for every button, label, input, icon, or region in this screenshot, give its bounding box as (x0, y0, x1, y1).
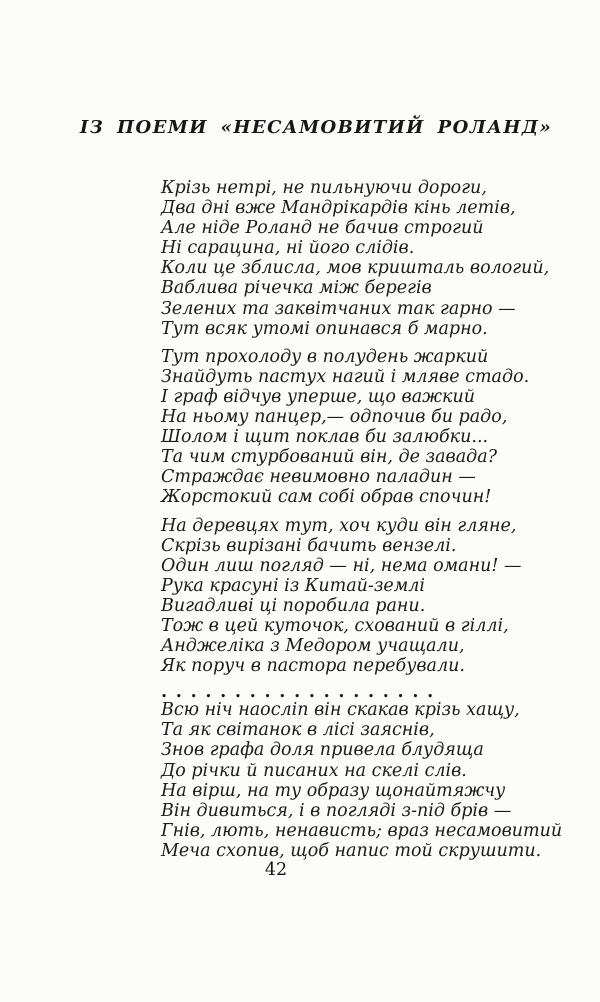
poem-line: Та як світанок в лісі заяснів, (161, 720, 435, 741)
poem-line: Тож в цей куточок, схований в гіллі, (161, 615, 509, 636)
ellipsis-line: . . . . . . . . . . . . . . . . . . . (161, 682, 435, 703)
poem-line: Скрізь вирізані бачить вензелі. (161, 535, 457, 556)
poem-line: На деревцях тут, хоч куди він гляне, (161, 515, 517, 536)
poem-line: Шолом і щит поклав би залюбки... (161, 427, 489, 448)
poem-line: Він дивиться, і в погляді з-під брів — (161, 800, 512, 821)
poem-line: Меча схопив, щоб напис той скрушити. (161, 840, 542, 861)
poem-line: Та чим стурбований він, де завада? (161, 447, 498, 468)
poem-line: І граф відчув уперше, що важкий (161, 386, 476, 407)
poem-line: Один лиш погляд — ні, нема омани! — (161, 555, 522, 576)
poem-line: Страждає невимовно паладин — (161, 467, 476, 488)
poem-line: Ваблива річечка між берегів (161, 278, 432, 299)
stanza-4 (161, 684, 562, 861)
poem-line: Знайдуть пастух нагий і мляве стадо. (161, 366, 530, 387)
poem-line: Вигадливі ці поробила рани. (161, 595, 426, 616)
poem-line: Зелених та заквітчаних так гарно — (161, 298, 516, 319)
poem-line: Знов графа доля привела блудяща (161, 740, 484, 761)
poem-line: Але ніде Роланд не бачив строгий (161, 218, 484, 239)
poem-line: Крізь нетрі, не пильнуючи дороги, (161, 178, 487, 198)
poem-line: До річки й писаних на скелі слів. (161, 760, 467, 781)
poem-line: Жорстокий сам собі обрав спочин! (161, 487, 492, 508)
stanza-2 (161, 347, 562, 508)
poem-line: Тут всяк утомі опинався б марно. (161, 318, 488, 339)
poem-line: Всю ніч наосліп він скакав крізь хащу, (161, 700, 520, 721)
poem-line: На вірш, на ту образу щонайтяжчу (161, 780, 506, 801)
stanza-1 (161, 178, 562, 339)
poem-line: Два дні вже Мандрікардів кінь летів, (161, 198, 516, 219)
stanza-3 (161, 516, 562, 677)
poem-line: Тут прохолоду в полудень жаркий (161, 346, 489, 367)
poem-line: Ні сарацина, ні його слідів. (161, 238, 415, 259)
poem-title: ІЗ ПОЕМИ «НЕСАМОВИТИЙ РОЛАНД» (79, 117, 553, 138)
poem-line: Як поруч в пастора перебували. (161, 656, 465, 677)
poem-body (161, 178, 562, 861)
poem-line: Анджеліка з Медором учащали, (161, 636, 465, 657)
poem-line: Гнів, лють, ненависть; враз несамовитий (161, 820, 563, 841)
poem-line: Рука красуні із Китай-землі (161, 575, 425, 596)
poem-line: Коли це зблисла, мов кришталь вологий, (161, 258, 550, 279)
page-number: 42 (264, 860, 288, 880)
poem-line: На ньому панцер,— одпочив би радо, (161, 407, 508, 428)
